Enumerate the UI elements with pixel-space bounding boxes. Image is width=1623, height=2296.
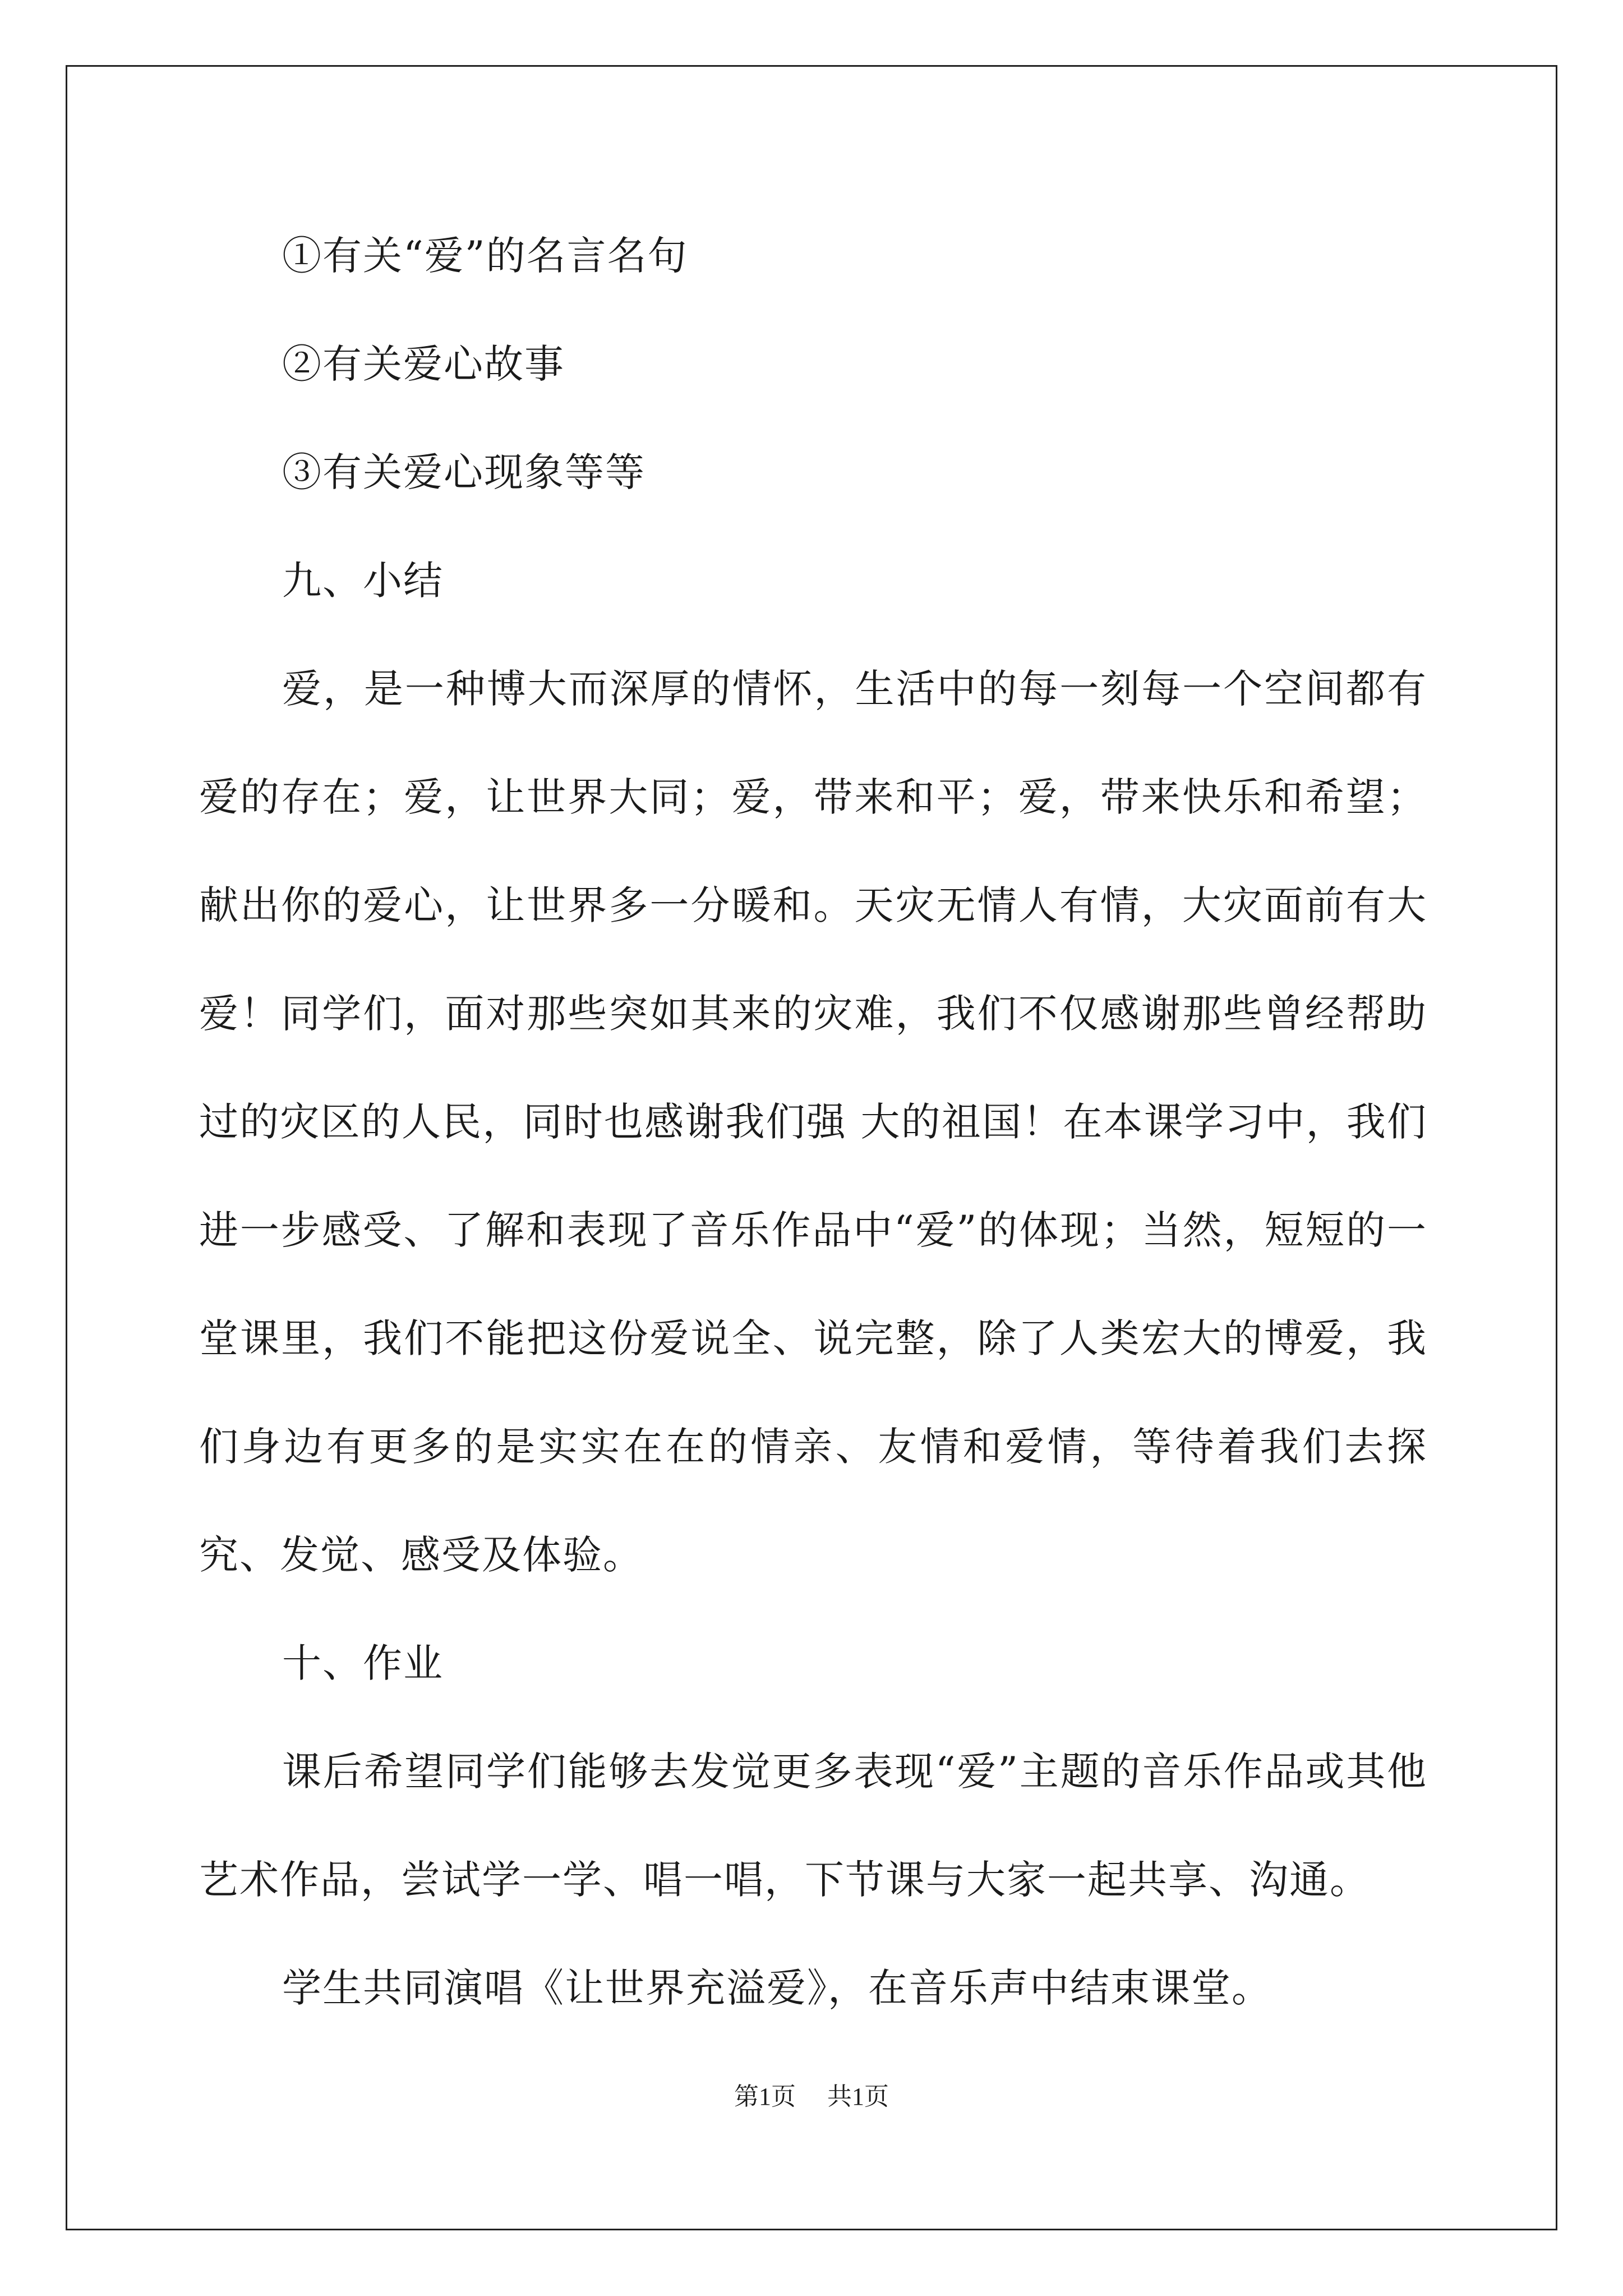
list-item-quotes: ①有关“爱”的名言名句	[282, 233, 688, 279]
page-footer	[0, 2080, 1623, 2114]
page-number-total: 共1页	[827, 2083, 889, 2110]
homework-paragraph: 课后希望同学们能够去发觉更多表现“爱”主题的音乐作品或其他艺术作品，尝试学一学、唱一唱，下节课与大家一起共享、沟通。	[199, 1749, 1427, 1903]
document-body	[199, 202, 1427, 2042]
section-heading-homework: 十、作业	[282, 1640, 444, 1686]
page-number-current: 第1页	[734, 2083, 796, 2110]
section-heading-summary: 九、小结	[282, 558, 444, 604]
summary-paragraph: 爱，是一种博大而深厚的情怀，生活中的每一刻每一个空间都有爱的存在；爱，让世界大同；爱，带来和平；爱，带来快乐和希望；献出你的爱心，让世界多一分暖和。天灾无情人有情，大灾面前有大爱！同学们，面对那些突如其来的灾难，我们不仅感谢那些曾经帮助过的灾区的人民，同时也感谢我们强 大的祖国！在本课学习中，我们进一步感受、了解和表现了音乐作品中“爱”的体现；当然，短短的一堂课里，我们不能把这份爱说全、说完整，除了人类宏大的博爱，我们身边有更多的是实实在在的情亲、友情和爱情，等待着我们去探究、发觉、感受及体验。	[199, 666, 1427, 1578]
closing-paragraph: 学生共同演唱《让世界充溢爱》，在音乐声中结束课堂。	[282, 1965, 1272, 2011]
list-item-phenomena: ③有关爱心现象等等	[282, 449, 645, 495]
list-item-stories: ②有关爱心故事	[282, 341, 565, 387]
